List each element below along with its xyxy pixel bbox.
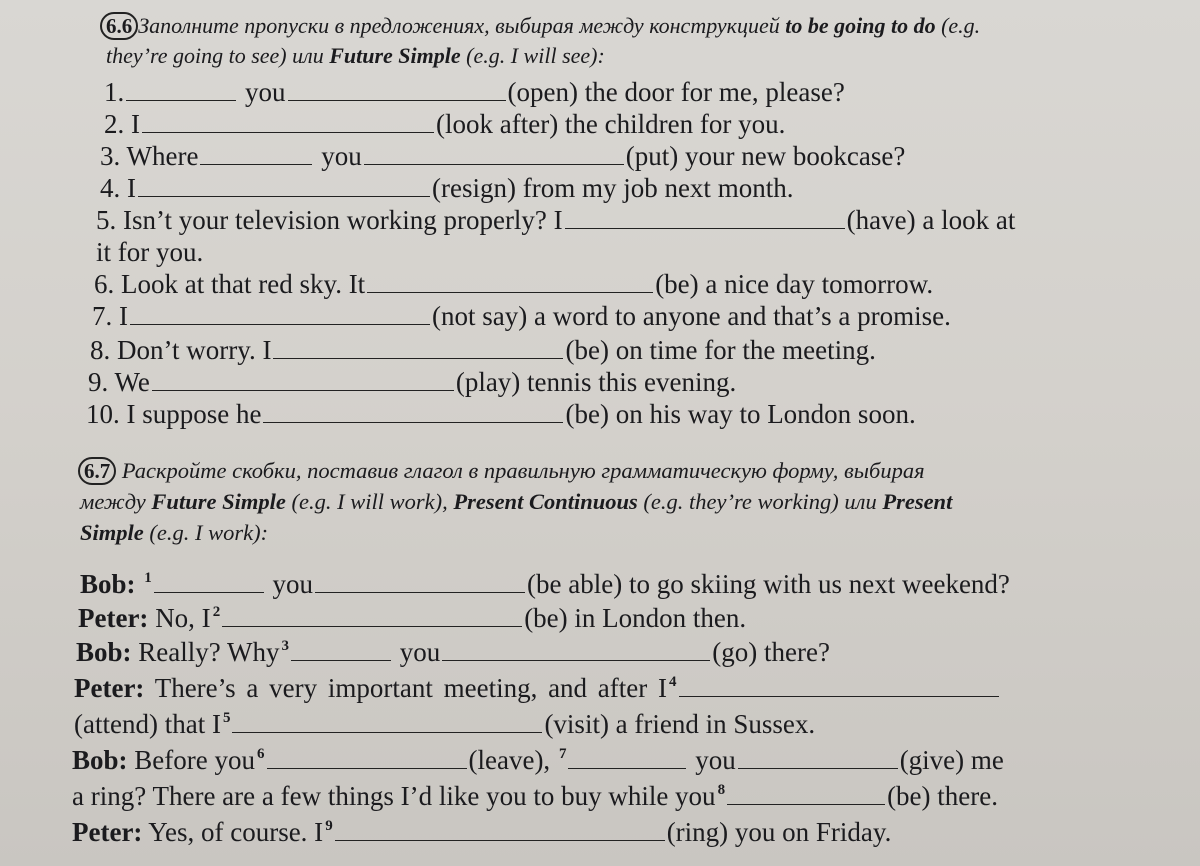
dialogue-line-6: Bob: Before you $^6$ (leave), $^7$ you (give) me bbox=[72, 745, 1004, 775]
blank-input[interactable] bbox=[267, 746, 467, 769]
blank-input[interactable] bbox=[142, 110, 434, 133]
ex67-instruction-line3: Simple (e.g. I work): bbox=[80, 520, 269, 545]
blank-input[interactable] bbox=[288, 78, 506, 101]
dialogue-line-4: Peter: There’s a very important meeting, and after I $^4$ bbox=[74, 666, 1001, 704]
blank-input[interactable] bbox=[568, 746, 686, 769]
ex67-number: 6.7 bbox=[78, 457, 116, 485]
blank-input[interactable] bbox=[232, 710, 542, 733]
ex66-item-3: 3. Where you (put) your new bookcase? bbox=[100, 141, 906, 171]
ex66-item-4: 4. I (resign) from my job next month. bbox=[100, 173, 794, 203]
ex66-item-7: 7. I (not say) a word to anyone and that’s a promise. bbox=[92, 301, 951, 331]
ex66-instruction-line1: 6.6 Заполните пропуски в предложениях, выбирая между конструкцией to be going to do (e.g. bbox=[100, 12, 980, 40]
blank-input[interactable] bbox=[291, 638, 391, 661]
blank-input[interactable] bbox=[126, 78, 236, 101]
blank-input[interactable] bbox=[222, 604, 522, 627]
ex66-item-5-cont: it for you. bbox=[96, 237, 204, 267]
dialogue-line-8: Peter: Yes, of course. I $^9$ (ring) you on Friday. bbox=[72, 817, 892, 847]
ex66-item-1: 1. you (open) the door for me, please? bbox=[104, 77, 845, 107]
blank-input[interactable] bbox=[154, 570, 264, 593]
blank-input[interactable] bbox=[679, 674, 999, 697]
dialogue-line-2: Peter: No, I $^2$ (be) in London then. bbox=[78, 603, 747, 633]
blank-input[interactable] bbox=[130, 302, 430, 325]
ex66-item-10: 10. I suppose he (be) on his way to London soon. bbox=[86, 399, 916, 429]
ex66-item-2: 2. I (look after) the children for you. bbox=[104, 109, 786, 139]
blank-input[interactable] bbox=[263, 400, 563, 423]
blank-input[interactable] bbox=[565, 206, 845, 229]
ex67-instruction-line2: между Future Simple (e.g. I will work), Present Continuous (e.g. they’re working) или Present bbox=[80, 489, 953, 514]
ex67-instruction-line1: 6.7 Раскройте скобки, поставив глагол в правильную грамматическую форму, выбирая bbox=[78, 457, 925, 485]
blank-input[interactable] bbox=[138, 174, 430, 197]
dialogue-line-3: Bob: Really? Why $^3$ you (go) there? bbox=[76, 637, 830, 667]
dialogue-line-1: Bob: $^1$ you (be able) to go skiing with us next weekend? bbox=[80, 569, 1010, 599]
blank-input[interactable] bbox=[200, 142, 312, 165]
dialogue-line-7: a ring? There are a few things I’d like you to buy while you $^8$ (be) there. bbox=[72, 781, 998, 811]
blank-input[interactable] bbox=[738, 746, 898, 769]
ex66-item-9: 9. We (play) tennis this evening. bbox=[88, 367, 737, 397]
dialogue-line-5: (attend) that I $^5$ (visit) a friend in Sussex. bbox=[74, 709, 816, 739]
ex66-item-6: 6. Look at that red sky. It (be) a nice day tomorrow. bbox=[94, 269, 934, 299]
blank-input[interactable] bbox=[152, 368, 454, 391]
ex66-number: 6.6 bbox=[100, 12, 138, 40]
ex66-item-8: 8. Don’t worry. I (be) on time for the meeting. bbox=[90, 335, 876, 365]
blank-input[interactable] bbox=[273, 336, 563, 359]
ex66-item-5: 5. Isn’t your television working properly? I (have) a look at bbox=[96, 205, 1016, 235]
ex66-instruction-line2: they’re going to see) или Future Simple (e.g. I will see): bbox=[106, 43, 605, 68]
blank-input[interactable] bbox=[727, 782, 885, 805]
blank-input[interactable] bbox=[367, 270, 653, 293]
blank-input[interactable] bbox=[442, 638, 710, 661]
blank-input[interactable] bbox=[315, 570, 525, 593]
blank-input[interactable] bbox=[364, 142, 624, 165]
blank-input[interactable] bbox=[335, 818, 665, 841]
